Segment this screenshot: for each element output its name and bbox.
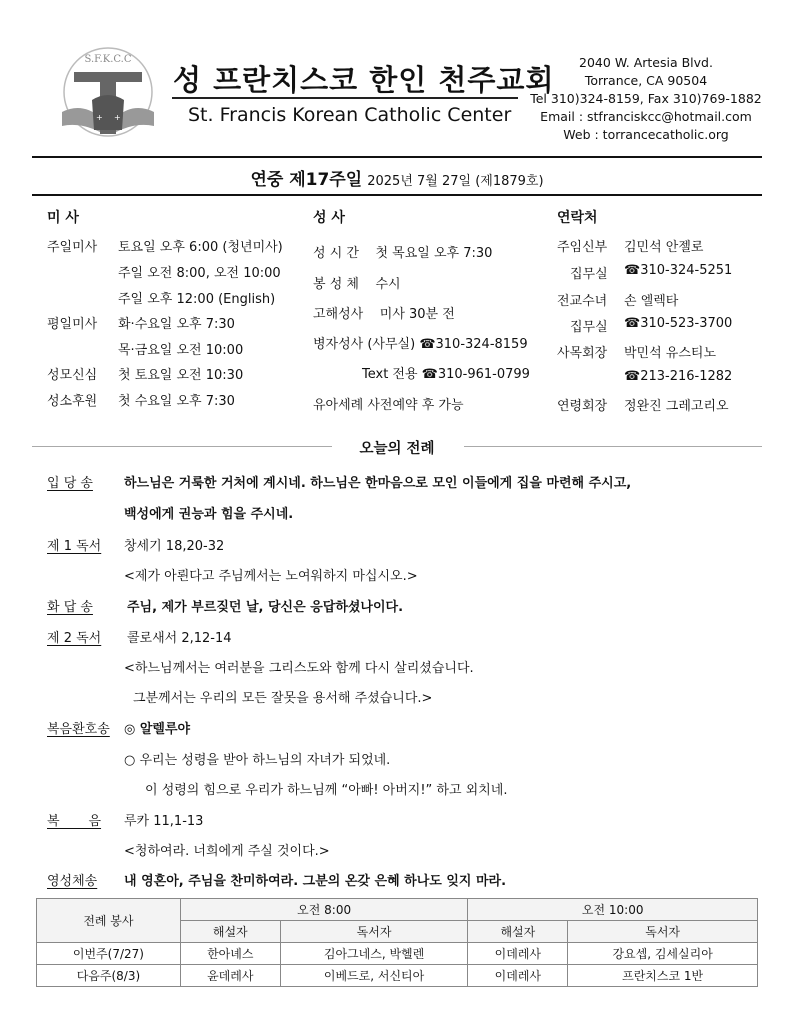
reading2-summary-cont: 그분께서는 우리의 모든 잘못을 용서해 주셨습니다.> — [133, 691, 433, 706]
contact-value: 김민석 안젤로 — [624, 240, 704, 255]
lector-8-cell: 이베드로, 서신티아 — [280, 965, 468, 987]
table-corner: 전례 봉사 — [37, 899, 181, 943]
table-row — [37, 965, 758, 987]
sacrament-item: 고해성사 미사 30분 전 — [313, 307, 455, 322]
mass-10-header: 오전 10:00 — [468, 899, 758, 921]
sacrament-item: Text 전용 ☎310-961-0799 — [362, 367, 530, 382]
mass-time: 주일 오후 12:00 (English) — [118, 292, 276, 307]
contact-value: ☎310-324-5251 — [624, 263, 733, 278]
mass-label: 평일미사 — [47, 317, 98, 332]
contact-value: 손 엘렉타 — [624, 294, 679, 309]
reading2-ref: 콜로새서 2,12-14 — [127, 631, 232, 646]
table-row — [37, 943, 758, 965]
sacrament-item: 봉 성 체 수시 — [313, 277, 401, 292]
table-header-row — [37, 899, 758, 921]
issue-line — [0, 165, 794, 190]
alleluia-verse-cont: 이 성령의 힘으로 우리가 하느님께 “아빠! 아버지!” 하고 외치네. — [145, 783, 508, 798]
lector-header: 독서자 — [280, 921, 468, 943]
mass-time: 목·금요일 오전 10:00 — [118, 343, 244, 358]
week-title: 연중 제17주일 — [250, 170, 363, 190]
header — [0, 0, 794, 150]
contact-label: 사목회장 — [557, 346, 608, 361]
reading1-label: 제 1 독서 — [47, 539, 102, 554]
alleluia: ◎ 알렐루야 — [124, 722, 191, 737]
communion-antiphon: 내 영혼아, 주님을 찬미하여라. 그분의 온갖 은혜 하나도 잊지 마라. — [124, 874, 507, 889]
lector-header: 독서자 — [568, 921, 758, 943]
week-cell: 이번주(7/27) — [37, 943, 181, 965]
issue-date: 2025년 7월 27일 (제1879호) — [367, 174, 544, 189]
entrance-antiphon-cont: 백성에게 권능과 힘을 주시네. — [124, 507, 294, 522]
lector-10-cell: 강요셉, 김세실리아 — [568, 943, 758, 965]
header-rule-bottom — [32, 194, 762, 196]
commentator-header: 해설자 — [468, 921, 568, 943]
commentator-8-cell: 윤데레사 — [180, 965, 280, 987]
commentator-10-cell: 이데레사 — [468, 965, 568, 987]
liturgy-rule-right — [464, 446, 762, 447]
contact-value: 정완진 그레고리오 — [624, 399, 729, 414]
contact-label: 주임신부 — [557, 240, 608, 255]
commentator-header: 해설자 — [180, 921, 280, 943]
logo-text: S.F.K.C.C — [84, 54, 132, 65]
gospel-summary: <청하여라. 너희에게 주실 것이다.> — [124, 844, 330, 859]
mass-time: 토요일 오후 6:00 (청년미사) — [118, 240, 283, 255]
header-rule-top — [32, 156, 762, 158]
liturgy-title: 오늘의 전례 — [359, 441, 435, 457]
svg-text:+: + — [114, 113, 121, 122]
parish-logo-icon — [52, 42, 164, 148]
title-divider — [172, 97, 518, 99]
mass-time: 주일 오전 8:00, 오전 10:00 — [118, 266, 281, 281]
week-cell: 다음주(8/3) — [37, 965, 181, 987]
sacrament-item: 병자성사 (사무실) ☎310-324-8159 — [313, 337, 528, 352]
mass-label: 주일미사 — [47, 240, 98, 255]
commentator-8-cell: 한아녜스 — [180, 943, 280, 965]
psalm-response: 주님, 제가 부르짖던 날, 당신은 응답하셨나이다. — [127, 600, 404, 615]
contact-label: 집무실 — [570, 267, 608, 282]
mass-time: 첫 토요일 오전 10:30 — [118, 368, 244, 383]
contact-label: 연령회장 — [557, 399, 608, 414]
email[interactable]: Email : stfranciskcc@hotmail.com — [540, 109, 752, 124]
contact-value: 박민석 유스티노 — [624, 346, 717, 361]
mass-label: 성모신심 — [47, 368, 98, 383]
website[interactable]: Web : torrancecatholic.org — [563, 127, 729, 142]
contacts-heading: 연락처 — [557, 210, 598, 226]
reading2-label: 제 2 독서 — [47, 631, 102, 646]
reading1-summary: <제가 아뢴다고 주님께서는 노여워하지 마십시오.> — [124, 569, 418, 584]
contact-label: 집무실 — [570, 320, 608, 335]
mass-label: 성소후원 — [47, 394, 98, 409]
mass-time: 화·수요일 오후 7:30 — [118, 317, 235, 332]
alleluia-label: 복음환호송 — [47, 722, 110, 737]
mass-heading: 미 사 — [47, 210, 79, 226]
contact-label: 전교수녀 — [557, 294, 608, 309]
sacraments-heading: 성 사 — [313, 210, 345, 226]
psalm-label: 화 답 송 — [47, 600, 93, 615]
sacrament-item: 성 시 간 첫 목요일 오후 7:30 — [313, 246, 493, 261]
svg-text:+: + — [96, 113, 103, 122]
communion-label: 영성체송 — [47, 874, 98, 889]
phone-fax: Tel 310)324-8159, Fax 310)769-1882 — [530, 91, 762, 106]
reading2-summary: <하느님께서는 여러분을 그리스도와 함께 다시 살리셨습니다. — [124, 661, 474, 676]
contact-value: ☎213-216-1282 — [624, 369, 733, 384]
entrance-antiphon: 하느님은 거룩한 거처에 계시네. 하느님은 한마음으로 모인 이들에게 집을 마련해 주시고, — [124, 476, 632, 491]
contact-block — [528, 54, 764, 144]
address-line-2: Torrance, CA 90504 — [584, 73, 708, 88]
sacrament-item: 유아세례 사전예약 후 가능 — [313, 398, 464, 413]
alleluia-verse: ○ 우리는 성령을 받아 하느님의 자녀가 되었네. — [124, 753, 391, 768]
parish-title-english: St. Francis Korean Catholic Center — [188, 104, 512, 126]
reading1-ref: 창세기 18,20-32 — [124, 539, 225, 554]
mass-time: 첫 수요일 오후 7:30 — [118, 394, 235, 409]
entrance-label: 입 당 송 — [47, 476, 93, 491]
lector-8-cell: 김아그네스, 박헬렌 — [280, 943, 468, 965]
address-line-1: 2040 W. Artesia Blvd. — [579, 55, 713, 70]
contact-value: ☎310-523-3700 — [624, 316, 733, 331]
parish-title-korean: 성 프란치스코 한인 천주교회 — [173, 63, 555, 97]
mass-8-header: 오전 8:00 — [180, 899, 468, 921]
liturgy-service-table — [36, 898, 758, 987]
commentator-10-cell: 이데레사 — [468, 943, 568, 965]
lector-10-cell: 프란치스코 1반 — [568, 965, 758, 987]
gospel-ref: 루카 11,1-13 — [124, 814, 204, 829]
gospel-label: 복 음 — [47, 814, 102, 829]
